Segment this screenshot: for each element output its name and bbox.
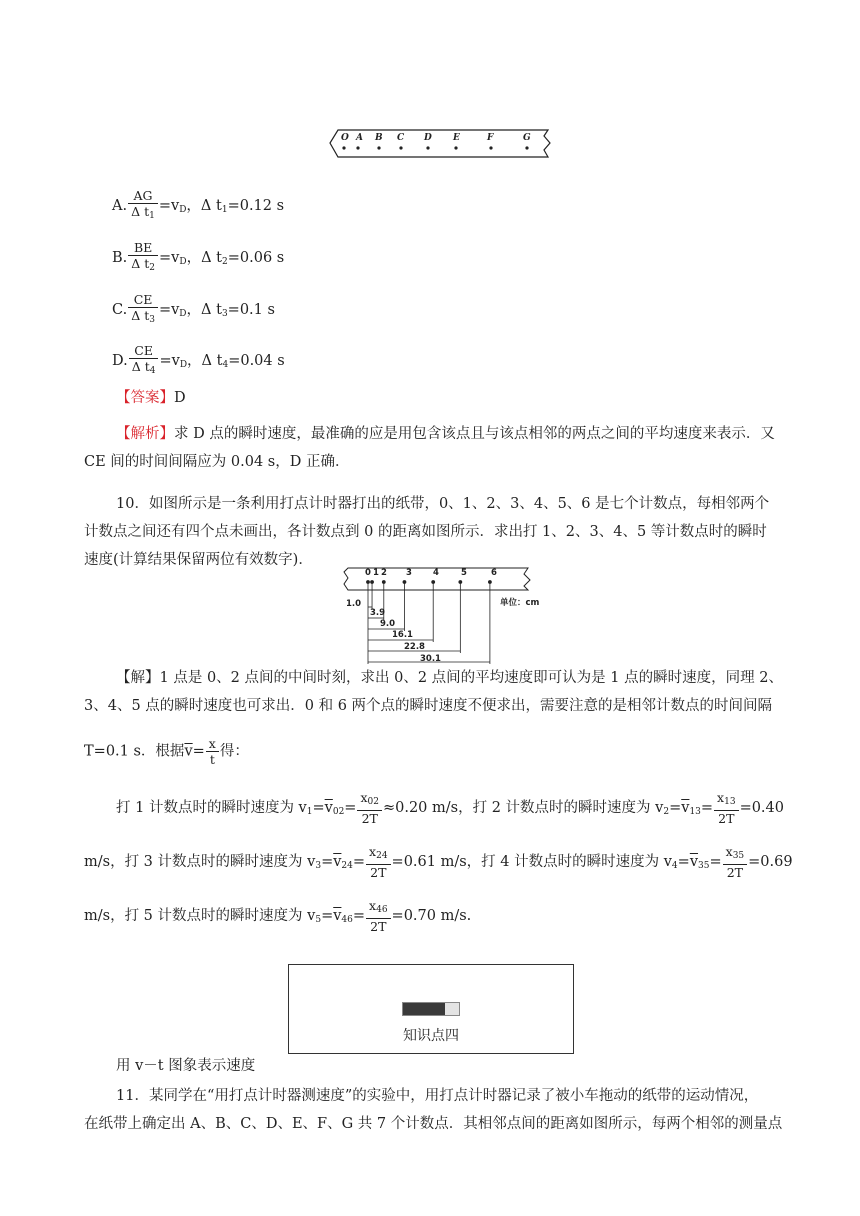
tape1-label-b: B (375, 133, 383, 143)
answer-tag: 【答案】 (116, 390, 174, 406)
tape2-label-2: 2 (381, 568, 387, 578)
tape1-label-e: E (453, 133, 460, 143)
tape2-label-6: 6 (491, 568, 497, 578)
solution-line-2: 3、4、5 点的瞬时速度也可求出．0 和 6 两个点的瞬时速度不便求出，需要注意的是相邻计数点的时间间隔 (84, 698, 773, 714)
option-letter: A. (112, 198, 128, 214)
fraction: $\frac{x_{24}}{2T}$ (366, 844, 391, 880)
v-bar: $\overline{v}$ (184, 743, 193, 760)
tape2-dist-5: 22.8 (404, 642, 425, 652)
answer-value: D (174, 390, 186, 406)
analysis-line-2: CE 间的时间间隔应为 0.04 s，D 正确． (84, 454, 350, 470)
tape1-label-c: C (397, 133, 405, 143)
tape2-dist-3: 9.0 (380, 619, 396, 629)
tape2-label-layer (340, 562, 540, 672)
tape2-dist-1: 1.0 (346, 599, 362, 609)
solution-line-1: 【解】1 点是 0、2 点间的中间时刻，求出 0、2 点间的平均速度即可认为是 1 点的瞬时速度，同理 2、 (116, 670, 783, 686)
tape2-dist-6: 30.1 (420, 654, 441, 664)
option-letter: B. (112, 250, 128, 266)
knowledge-point-box (288, 964, 574, 1054)
knowledge-point-title: 知识点四 (403, 1028, 459, 1044)
tape2-dist-4: 16.1 (392, 630, 413, 640)
q10-line-2: 计数点之间还有四个点未画出，各计数点到 0 的距离如图所示．求出打 1、2、3、4、5 等计数点时的瞬时 (84, 524, 767, 540)
analysis-tag: 【解析】 (116, 426, 174, 442)
q10-line-1: 10．如图所示是一条利用打点计时器打出的纸带，0、1、2、3、4、5、6 是七个计数点，每相邻两个 (116, 496, 770, 512)
velocity-line-2: m/s，打 3 计数点时的瞬时速度为 $v_3=\overline{v}_{24}=$ $\frac{x_{24}}{2T}$ =0.61 m/s，打 4 计数点时的瞬时速度为 $v_4=\overline{v}_{35}=$ $\frac{x_{35}}{2T}$ =0.69 (84, 844, 793, 880)
fraction: $\frac{CE}{\Delta t_4}$ (129, 343, 159, 379)
fraction: $\frac{x_{35}}{2T}$ (723, 844, 748, 880)
tape1-label-d: D (424, 133, 432, 143)
tape1-label-a: A (356, 133, 363, 143)
fraction: $\frac{x}{t}$ (206, 736, 219, 767)
fraction: $\frac{x_{13}}{2T}$ (714, 790, 739, 826)
knowledge-progress-fill (403, 1003, 445, 1015)
option-a: A. $\frac{AG}{\Delta t_1}$ $=v_D$，Δ $t_1=0.12$ s (112, 188, 284, 224)
velocity-line-1: 打 1 计数点时的瞬时速度为 $v_1=\overline{v}_{02}=$ $\frac{x_{02}}{2T}$ ≈0.20 m/s，打 2 计数点时的瞬时速度为 $v_2=\overline{v}_{13}=$ $\frac{x_{13}}{2T}$ =0.40 (116, 790, 784, 826)
option-letter: D. (112, 353, 128, 369)
tape1-label-g: G (523, 133, 531, 143)
tape1-label-f: F (487, 133, 494, 143)
solution-line-3: T=0.1 s．根据$\overline{v}=$ $\frac{x}{t}$ 得： (84, 736, 249, 767)
tape1-label-o: O (341, 133, 349, 143)
tape2-label-0: 0 (365, 568, 371, 578)
answer-line (116, 388, 186, 408)
q11-line-2: 在纸带上确定出 A、B、C、D、E、F、G 共 7 个计数点．其相邻点间的距离如图所示，每两个相邻的测量点 (84, 1116, 783, 1132)
option-b: B. $\frac{BE}{\Delta t_2}$ $=v_D$，Δ $t_2=0.06$ s (112, 240, 284, 276)
fraction: $\frac{AG}{\Delta t_1}$ (128, 188, 158, 224)
tape2-label-1: 1 (373, 568, 379, 578)
analysis-line-1: 【解析】求 D 点的瞬时速度，最准确的应是用包含该点且与该点相邻的两点之间的平均速度来表示．又 (116, 426, 775, 442)
vt-heading: 用 v－t 图象表示速度 (116, 1058, 256, 1074)
option-letter: C. (112, 302, 128, 318)
tape2-label-3: 3 (406, 568, 412, 578)
option-c: C. $\frac{CE}{\Delta t_3}$ $=v_D$，Δ $t_3=0.1$ s (112, 292, 275, 328)
tape2-label-5: 5 (461, 568, 467, 578)
fraction: $\frac{BE}{\Delta t_2}$ (128, 240, 158, 276)
tape2-label-4: 4 (433, 568, 439, 578)
fraction: $\frac{CE}{\Delta t_3}$ (128, 292, 158, 328)
q10-line-3: 速度(计算结果保留两位有效数字)． (84, 552, 313, 568)
knowledge-progress-bar (402, 1002, 460, 1016)
tape2-unit: 单位：cm (500, 598, 540, 608)
fraction: $\frac{x_{02}}{2T}$ (357, 790, 382, 826)
q11-line-1: 11．某同学在“用打点计时器测速度”的实验中，用打点计时器记录了被小车拖动的纸带的运动情况， (116, 1088, 759, 1104)
tape1-label-layer (326, 126, 556, 162)
fraction: $\frac{x_{46}}{2T}$ (366, 898, 391, 934)
option-d: D. $\frac{CE}{\Delta t_4}$ $=v_D$，Δ $t_4=0.04$ s (112, 343, 285, 379)
tape2-dist-2: 3.9 (370, 608, 386, 618)
velocity-line-3: m/s，打 5 计数点时的瞬时速度为 $v_5=\overline{v}_{46}=$ $\frac{x_{46}}{2T}$ =0.70 m/s. (84, 898, 472, 934)
